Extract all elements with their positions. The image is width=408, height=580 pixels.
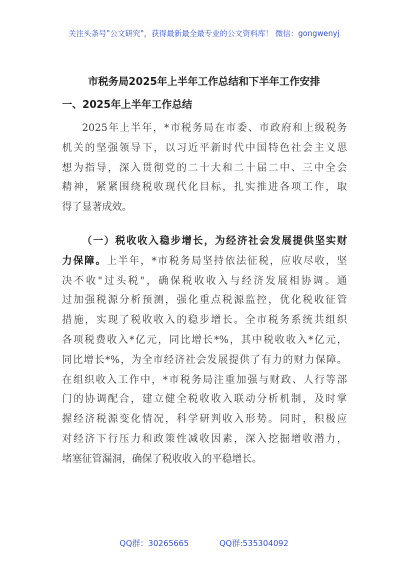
footer-qq-groups — [0, 538, 408, 549]
paragraph-line: 2025年上半年，*市税务局在市委、市政府和上级税务 — [82, 123, 347, 134]
paragraph-line — [62, 232, 347, 252]
paragraph-line: 门的协调配合，建立健全税收收入联动分析机制，及时掌 — [62, 394, 347, 406]
paragraph-line: 决不收"过头税"，确保税收收入与经济发展相协调。通 — [62, 275, 347, 287]
paragraph-tax-revenue — [62, 232, 347, 470]
paragraph-line: 机关的坚强领导下，以习近平新时代中国特色社会主义思 — [62, 142, 347, 154]
section-heading: 一、2025年上半年工作总结 — [62, 100, 193, 111]
subheading-bold: （一）税收收入稳步增长，为经济社会发展提供坚实财 — [82, 236, 347, 247]
paragraph-summary — [62, 119, 347, 218]
footer-qq-group-1: QQ群：30265665 — [119, 539, 189, 548]
paragraph-line: 在组织收入工作中，*市税务局注重加强与财政、人行等部 — [62, 374, 347, 386]
subheading-bold-continued: 力保障。 — [62, 255, 107, 267]
paragraph-line: 堵塞征管漏洞，确保了税收收入的平稳增长。 — [62, 453, 262, 465]
paragraph-line: 握经济税源变化情况，科学研判收入形势。同时，积极应 — [62, 414, 347, 426]
footer-qq-group-2: QQ群:535304092 — [219, 539, 289, 548]
paragraph-line: 同比增长*%，为全市经济社会发展提供了有力的财力保障。 — [62, 354, 347, 366]
paragraph-line: 各项税费收入*亿元，同比增长*%，其中税收收入*亿元， — [62, 334, 347, 346]
paragraph-line: 过加强税源分析预测，强化重点税源监控，优化税收征管 — [62, 295, 347, 307]
paragraph-line — [62, 252, 347, 272]
paragraph-text: 上半年，*市税务局坚持依法征税，应收尽收，坚 — [106, 255, 347, 267]
document-title: 市税务局2025年上半年工作总结和下半年工作安排 — [87, 77, 321, 88]
header-promo-note: 关注头条号"公文研究"，获得最新最全最专业的公文资料库！ 微信：gongwenyj — [68, 29, 340, 38]
paragraph-line: 想为指导，深入贯彻党的二十大和二十届二中、三中全会 — [62, 162, 347, 174]
paragraph-line: 对经济下行压力和政策性减收因素，深入挖掘增收潜力， — [62, 433, 347, 445]
paragraph-line: 得了显著成效。 — [62, 202, 132, 214]
paragraph-line: 精神，紧紧围绕税收现代化目标，扎实推进各项工作，取 — [62, 182, 347, 194]
paragraph-line: 措施，实现了税收收入的稳步增长。全市税务系统共组织 — [62, 315, 347, 327]
